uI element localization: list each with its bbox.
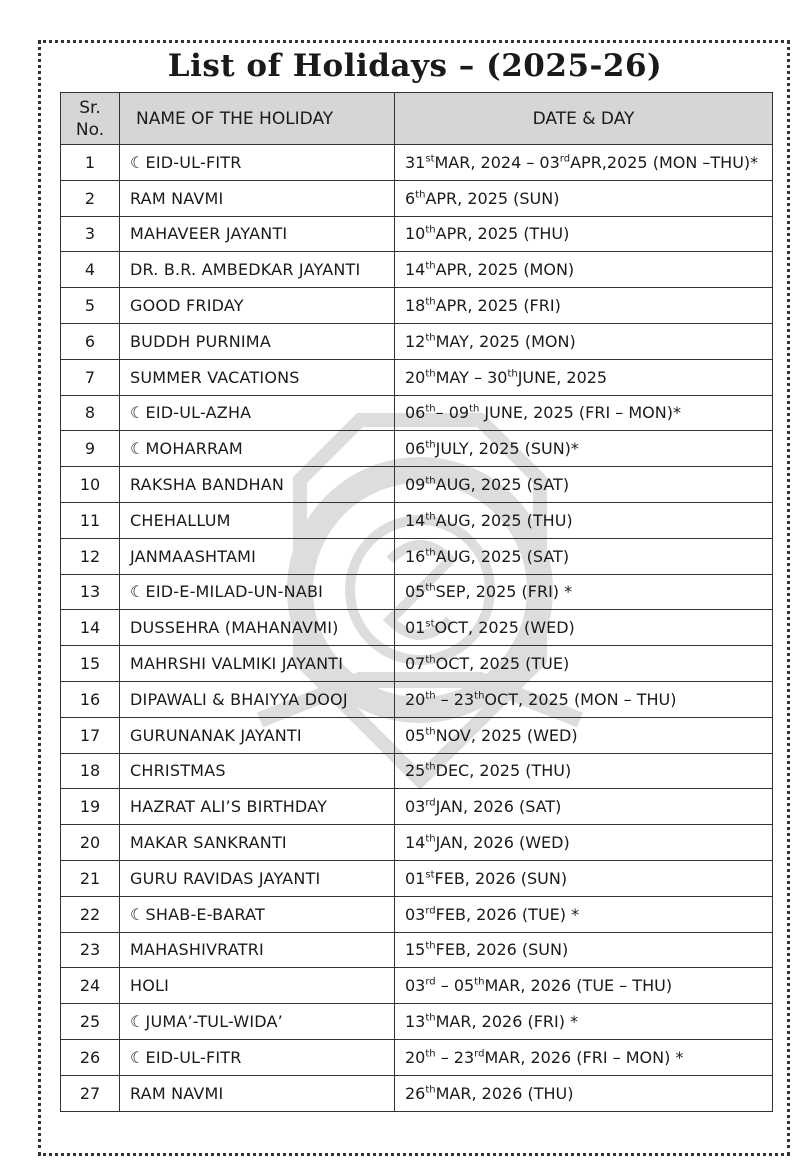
date-day-cell — [395, 323, 773, 359]
sr-header-line1: Sr. — [79, 97, 101, 118]
holiday-name-text: DUSSEHRA (MAHANAVMI) — [130, 618, 339, 638]
holiday-table — [60, 92, 773, 1112]
date-text: 20 — [405, 367, 426, 387]
holiday-name-cell — [120, 574, 395, 610]
date-text: 05 — [405, 582, 426, 602]
date-day-cell — [395, 180, 773, 216]
sr-no-cell: 27 — [61, 1075, 120, 1111]
holiday-name-text: EID-UL-FITR — [145, 1047, 242, 1067]
holiday-name-text: MAKAR SANKRANTI — [130, 833, 287, 853]
date-text: APR, 2025 (MON) — [435, 260, 575, 280]
date-text: 14 — [405, 833, 426, 853]
date-text: MAR, 2026 (FRI) * — [435, 1012, 579, 1032]
table-row — [61, 180, 773, 216]
date-text: OCT, 2025 (WED) — [434, 618, 575, 638]
sr-no-cell: 9 — [61, 431, 120, 467]
date-ordinal-suffix: th — [425, 1012, 436, 1024]
date-text: OCT, 2025 (TUE) — [435, 654, 570, 674]
holiday-name-cell — [120, 860, 395, 896]
date-ordinal-suffix: th — [425, 583, 436, 595]
table-row — [61, 395, 773, 431]
date-ordinal-suffix: st — [425, 618, 435, 630]
table-row — [61, 467, 773, 503]
table-row — [61, 932, 773, 968]
holiday-name-cell — [120, 252, 395, 288]
sr-no-cell: 21 — [61, 860, 120, 896]
sr-no-cell: 3 — [61, 216, 120, 252]
date-text: MAR, 2026 (THU) — [435, 1083, 574, 1103]
holiday-name-header: NAME OF THE HOLIDAY — [120, 93, 395, 145]
sr-no-cell: 22 — [61, 896, 120, 932]
date-text: – 09 — [435, 403, 470, 423]
sr-no-cell: 13 — [61, 574, 120, 610]
holiday-name-text: MAHRSHI VALMIKI JAYANTI — [130, 654, 344, 674]
table-header-row — [61, 93, 773, 145]
sr-no-cell: 25 — [61, 1004, 120, 1040]
date-text: 03 — [405, 797, 426, 817]
date-day-cell — [395, 1039, 773, 1075]
holiday-name-cell — [120, 717, 395, 753]
holiday-name-text: HAZRAT ALI’S BIRTHDAY — [130, 797, 328, 817]
holiday-name-text: MAHAVEER JAYANTI — [130, 224, 288, 244]
date-day-cell — [395, 252, 773, 288]
date-ordinal-suffix: th — [415, 189, 426, 201]
table-row — [61, 1039, 773, 1075]
date-text: MAR, 2026 (TUE – THU) — [484, 976, 673, 996]
date-day-cell — [395, 753, 773, 789]
sr-header-line2: No. — [75, 119, 105, 140]
date-ordinal-suffix: th — [425, 404, 436, 416]
date-text: 26 — [405, 1083, 426, 1103]
sr-no-cell: 17 — [61, 717, 120, 753]
sr-no-cell: 18 — [61, 753, 120, 789]
date-day-cell — [395, 574, 773, 610]
date-text: FEB, 2026 (SUN) — [434, 868, 568, 888]
table-row — [61, 502, 773, 538]
table-row — [61, 145, 773, 181]
crescent-moon-icon: ☾ — [130, 1047, 145, 1067]
table-row — [61, 610, 773, 646]
date-text: OCT, 2025 (MON – THU) — [484, 689, 677, 709]
date-day-cell — [395, 467, 773, 503]
holiday-name-text: RAM NAVMI — [130, 188, 224, 208]
holiday-name-text: EID-UL-FITR — [145, 152, 242, 172]
date-ordinal-suffix: th — [425, 368, 436, 380]
date-text: AUG, 2025 (THU) — [435, 510, 573, 530]
holiday-name-text: CHEHALLUM — [130, 510, 231, 530]
date-ordinal-suffix: th — [425, 690, 436, 702]
date-text: 07 — [405, 654, 426, 674]
date-text: 14 — [405, 260, 426, 280]
date-text: 01 — [405, 618, 426, 638]
sr-no-cell: 20 — [61, 825, 120, 861]
holiday-name-cell — [120, 145, 395, 181]
date-text: JAN, 2026 (WED) — [435, 833, 570, 853]
date-day-cell — [395, 145, 773, 181]
sr-no-cell: 19 — [61, 789, 120, 825]
table-row — [61, 717, 773, 753]
sr-no-cell: 4 — [61, 252, 120, 288]
date-day-header: DATE & DAY — [395, 93, 773, 145]
date-text: FEB, 2026 (TUE) * — [435, 904, 580, 924]
date-text: JUNE, 2025 — [517, 367, 608, 387]
holiday-name-text: MOHARRAM — [145, 439, 243, 459]
date-day-cell — [395, 825, 773, 861]
date-text: 12 — [405, 331, 426, 351]
date-text: 01 — [405, 868, 426, 888]
holiday-name-text: HOLI — [130, 976, 170, 996]
holiday-name-text: CHRISTMAS — [130, 761, 226, 781]
table-row — [61, 646, 773, 682]
date-ordinal-suffix: rd — [425, 797, 436, 809]
holiday-name-text: GOOD FRIDAY — [130, 296, 244, 316]
table-row — [61, 252, 773, 288]
date-text: AUG, 2025 (SAT) — [435, 475, 570, 495]
date-ordinal-suffix: th — [425, 941, 436, 953]
sr-no-cell: 24 — [61, 968, 120, 1004]
date-text: 25 — [405, 761, 426, 781]
date-day-cell — [395, 681, 773, 717]
sr-no-cell: 5 — [61, 288, 120, 324]
date-ordinal-suffix: th — [425, 1048, 436, 1060]
date-text: JULY, 2025 (SUN)* — [435, 439, 579, 459]
date-text: NOV, 2025 (WED) — [435, 725, 578, 745]
holiday-name-cell — [120, 180, 395, 216]
table-row — [61, 1075, 773, 1111]
date-text: 15 — [405, 940, 426, 960]
table-row — [61, 753, 773, 789]
holiday-name-cell — [120, 359, 395, 395]
date-ordinal-suffix: th — [425, 260, 436, 272]
holiday-name-text: EID-E-MILAD-UN-NABI — [145, 582, 324, 602]
crescent-moon-icon: ☾ — [130, 904, 145, 924]
table-row — [61, 860, 773, 896]
sr-no-cell: 8 — [61, 395, 120, 431]
date-day-cell — [395, 789, 773, 825]
crescent-moon-icon: ☾ — [130, 1012, 145, 1032]
table-row — [61, 538, 773, 574]
date-text: 09 — [405, 475, 426, 495]
date-text: DEC, 2025 (THU) — [435, 761, 572, 781]
crescent-moon-icon: ☾ — [130, 152, 145, 172]
crescent-moon-icon: ☾ — [130, 439, 145, 459]
sr-no-cell: 26 — [61, 1039, 120, 1075]
date-text: FEB, 2026 (SUN) — [435, 940, 569, 960]
date-day-cell — [395, 431, 773, 467]
date-text: 14 — [405, 510, 426, 530]
holiday-name-cell — [120, 431, 395, 467]
date-text: APR, 2025 (FRI) — [435, 296, 561, 316]
date-text: MAR, 2024 – 03 — [434, 152, 560, 172]
date-ordinal-suffix: th — [425, 762, 436, 774]
date-text: SEP, 2025 (FRI) * — [435, 582, 573, 602]
holiday-name-cell — [120, 789, 395, 825]
date-day-cell — [395, 502, 773, 538]
date-ordinal-suffix: th — [425, 654, 436, 666]
date-day-cell — [395, 216, 773, 252]
date-ordinal-suffix: th — [425, 225, 436, 237]
date-text: 20 — [405, 1047, 426, 1067]
date-day-cell — [395, 288, 773, 324]
date-day-cell — [395, 1004, 773, 1040]
sr-no-cell: 23 — [61, 932, 120, 968]
holiday-name-cell — [120, 1039, 395, 1075]
table-row — [61, 431, 773, 467]
date-ordinal-suffix: st — [425, 153, 435, 165]
date-ordinal-suffix: th — [425, 511, 436, 523]
date-day-cell — [395, 860, 773, 896]
table-row — [61, 968, 773, 1004]
sr-no-cell: 10 — [61, 467, 120, 503]
date-text: 03 — [405, 976, 426, 996]
holiday-name-text: DIPAWALI & BHAIYYA DOOJ — [130, 689, 348, 709]
holiday-name-cell — [120, 1075, 395, 1111]
holiday-name-cell — [120, 681, 395, 717]
date-ordinal-suffix: th — [425, 833, 436, 845]
date-ordinal-suffix: rd — [425, 976, 436, 988]
table-row — [61, 896, 773, 932]
page-title: List of Holidays – (2025-26) — [167, 48, 663, 84]
sr-no-cell: 14 — [61, 610, 120, 646]
holiday-name-text: DR. B.R. AMBEDKAR JAYANTI — [130, 260, 361, 280]
date-ordinal-suffix: th — [425, 439, 436, 451]
date-text: 31 — [405, 152, 426, 172]
date-text: JAN, 2026 (SAT) — [435, 797, 562, 817]
date-ordinal-suffix: th — [425, 547, 436, 559]
date-ordinal-suffix: th — [469, 404, 480, 416]
date-text: – 23 — [435, 689, 475, 709]
holiday-name-text: RAKSHA BANDHAN — [130, 475, 285, 495]
holiday-name-text: SUMMER VACATIONS — [130, 367, 300, 387]
holiday-name-text: BUDDH PURNIMA — [130, 331, 271, 351]
date-text: 05 — [405, 725, 426, 745]
table-row — [61, 825, 773, 861]
sr-no-cell: 1 — [61, 145, 120, 181]
date-text: APR, 2025 (SUN) — [425, 188, 560, 208]
holiday-name-cell — [120, 825, 395, 861]
date-ordinal-suffix: th — [425, 726, 436, 738]
table-row — [61, 789, 773, 825]
date-day-cell — [395, 1075, 773, 1111]
holiday-name-cell — [120, 753, 395, 789]
sr-no-cell: 2 — [61, 180, 120, 216]
holiday-name-text: JANMAASHTAMI — [130, 546, 257, 566]
date-ordinal-suffix: th — [507, 368, 518, 380]
date-day-cell — [395, 538, 773, 574]
date-text: AUG, 2025 (SAT) — [435, 546, 570, 566]
date-day-cell — [395, 359, 773, 395]
date-ordinal-suffix: th — [425, 1084, 436, 1096]
date-ordinal-suffix: th — [474, 976, 485, 988]
crescent-moon-icon: ☾ — [130, 403, 145, 423]
holiday-name-cell — [120, 646, 395, 682]
date-text: 06 — [405, 403, 426, 423]
date-text: – 05 — [435, 976, 475, 996]
date-text: JUNE, 2025 (FRI – MON)* — [479, 403, 681, 423]
date-text: 18 — [405, 296, 426, 316]
date-text: APR, 2025 (THU) — [435, 224, 570, 244]
sr-no-cell: 16 — [61, 681, 120, 717]
holiday-name-cell — [120, 323, 395, 359]
sr-no-cell: 11 — [61, 502, 120, 538]
date-ordinal-suffix: rd — [474, 1048, 485, 1060]
holiday-name-text: EID-UL-AZHA — [145, 403, 252, 423]
holiday-name-text: GURU RAVIDAS JAYANTI — [130, 868, 321, 888]
table-row — [61, 574, 773, 610]
table-row — [61, 216, 773, 252]
sr-no-cell: 7 — [61, 359, 120, 395]
date-day-cell — [395, 896, 773, 932]
date-ordinal-suffix: st — [425, 869, 435, 881]
date-day-cell — [395, 968, 773, 1004]
holiday-name-cell — [120, 216, 395, 252]
date-day-cell — [395, 646, 773, 682]
date-day-cell — [395, 395, 773, 431]
date-text: 6 — [405, 188, 416, 208]
date-day-cell — [395, 932, 773, 968]
holiday-name-text: GURUNANAK JAYANTI — [130, 725, 302, 745]
date-text: 06 — [405, 439, 426, 459]
date-ordinal-suffix: th — [425, 332, 436, 344]
date-ordinal-suffix: th — [474, 690, 485, 702]
holiday-name-cell — [120, 395, 395, 431]
date-text: 13 — [405, 1012, 426, 1032]
table-row — [61, 323, 773, 359]
date-text: 10 — [405, 224, 426, 244]
date-ordinal-suffix: rd — [559, 153, 571, 165]
date-text: – 23 — [435, 1047, 475, 1067]
date-ordinal-suffix: th — [425, 475, 436, 487]
date-text: 20 — [405, 689, 426, 709]
sr-no-cell: 6 — [61, 323, 120, 359]
holiday-name-cell — [120, 968, 395, 1004]
holiday-name-cell — [120, 467, 395, 503]
sr-no-header — [61, 93, 120, 145]
date-day-cell — [395, 717, 773, 753]
date-day-cell — [395, 610, 773, 646]
date-text: MAY, 2025 (MON) — [435, 331, 576, 351]
date-text: 03 — [405, 904, 426, 924]
date-ordinal-suffix: rd — [425, 905, 436, 917]
date-text: APR,2025 (MON –THU)* — [570, 152, 759, 172]
holiday-name-text: RAM NAVMI — [130, 1083, 224, 1103]
date-text: MAR, 2026 (FRI – MON) * — [484, 1047, 684, 1067]
holiday-name-cell — [120, 502, 395, 538]
table-row — [61, 1004, 773, 1040]
table-row — [61, 288, 773, 324]
holiday-name-text: SHAB-E-BARAT — [145, 904, 266, 924]
holiday-name-cell — [120, 932, 395, 968]
holiday-name-cell — [120, 610, 395, 646]
holiday-name-text: MAHASHIVRATRI — [130, 940, 264, 960]
sr-no-cell: 12 — [61, 538, 120, 574]
crescent-moon-icon: ☾ — [130, 582, 145, 602]
table-row — [61, 359, 773, 395]
holiday-name-text: JUMA’-TUL-WIDA’ — [145, 1012, 283, 1032]
date-text: 16 — [405, 546, 426, 566]
holiday-name-cell — [120, 1004, 395, 1040]
holiday-name-cell — [120, 288, 395, 324]
date-ordinal-suffix: th — [425, 296, 436, 308]
date-text: MAY – 30 — [435, 367, 508, 387]
holiday-name-cell — [120, 538, 395, 574]
sr-no-cell: 15 — [61, 646, 120, 682]
table-row — [61, 681, 773, 717]
holiday-name-cell — [120, 896, 395, 932]
